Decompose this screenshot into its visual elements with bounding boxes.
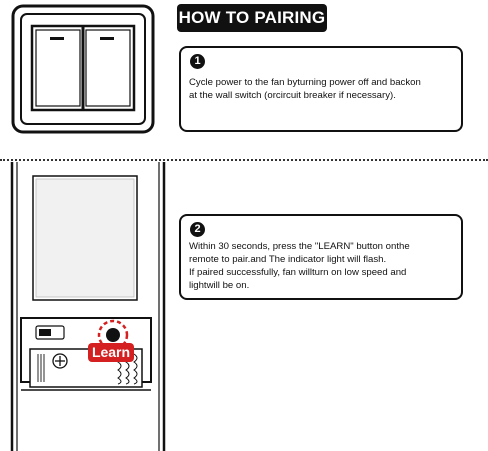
step-2-line: remote to pair.and The indicator light will flash. bbox=[189, 254, 387, 265]
step-2-line: lightwill be on. bbox=[189, 280, 250, 291]
step-1-line: at the wall switch (orcircuit breaker if necessary). bbox=[189, 90, 396, 101]
step-2-text bbox=[189, 240, 410, 292]
step-2-number: 2 bbox=[190, 222, 205, 237]
section-divider bbox=[0, 159, 488, 161]
step-2-line: Within 30 seconds, press the "LEARN" button onthe bbox=[189, 241, 410, 252]
wall-switch-icon bbox=[10, 4, 156, 134]
learn-button-label: Learn bbox=[88, 343, 134, 362]
remote-control-icon bbox=[10, 162, 166, 451]
step-1-line: Cycle power to the fan byturning power off and backon bbox=[189, 77, 421, 88]
step-1-card bbox=[179, 46, 463, 132]
step-1-number: 1 bbox=[190, 54, 205, 69]
step-1-text bbox=[189, 76, 421, 102]
step-2-line: If paired successfully, fan willturn on low speed and bbox=[189, 267, 407, 278]
step-2-card bbox=[179, 214, 463, 300]
page-title: HOW TO PAIRING bbox=[177, 4, 327, 32]
